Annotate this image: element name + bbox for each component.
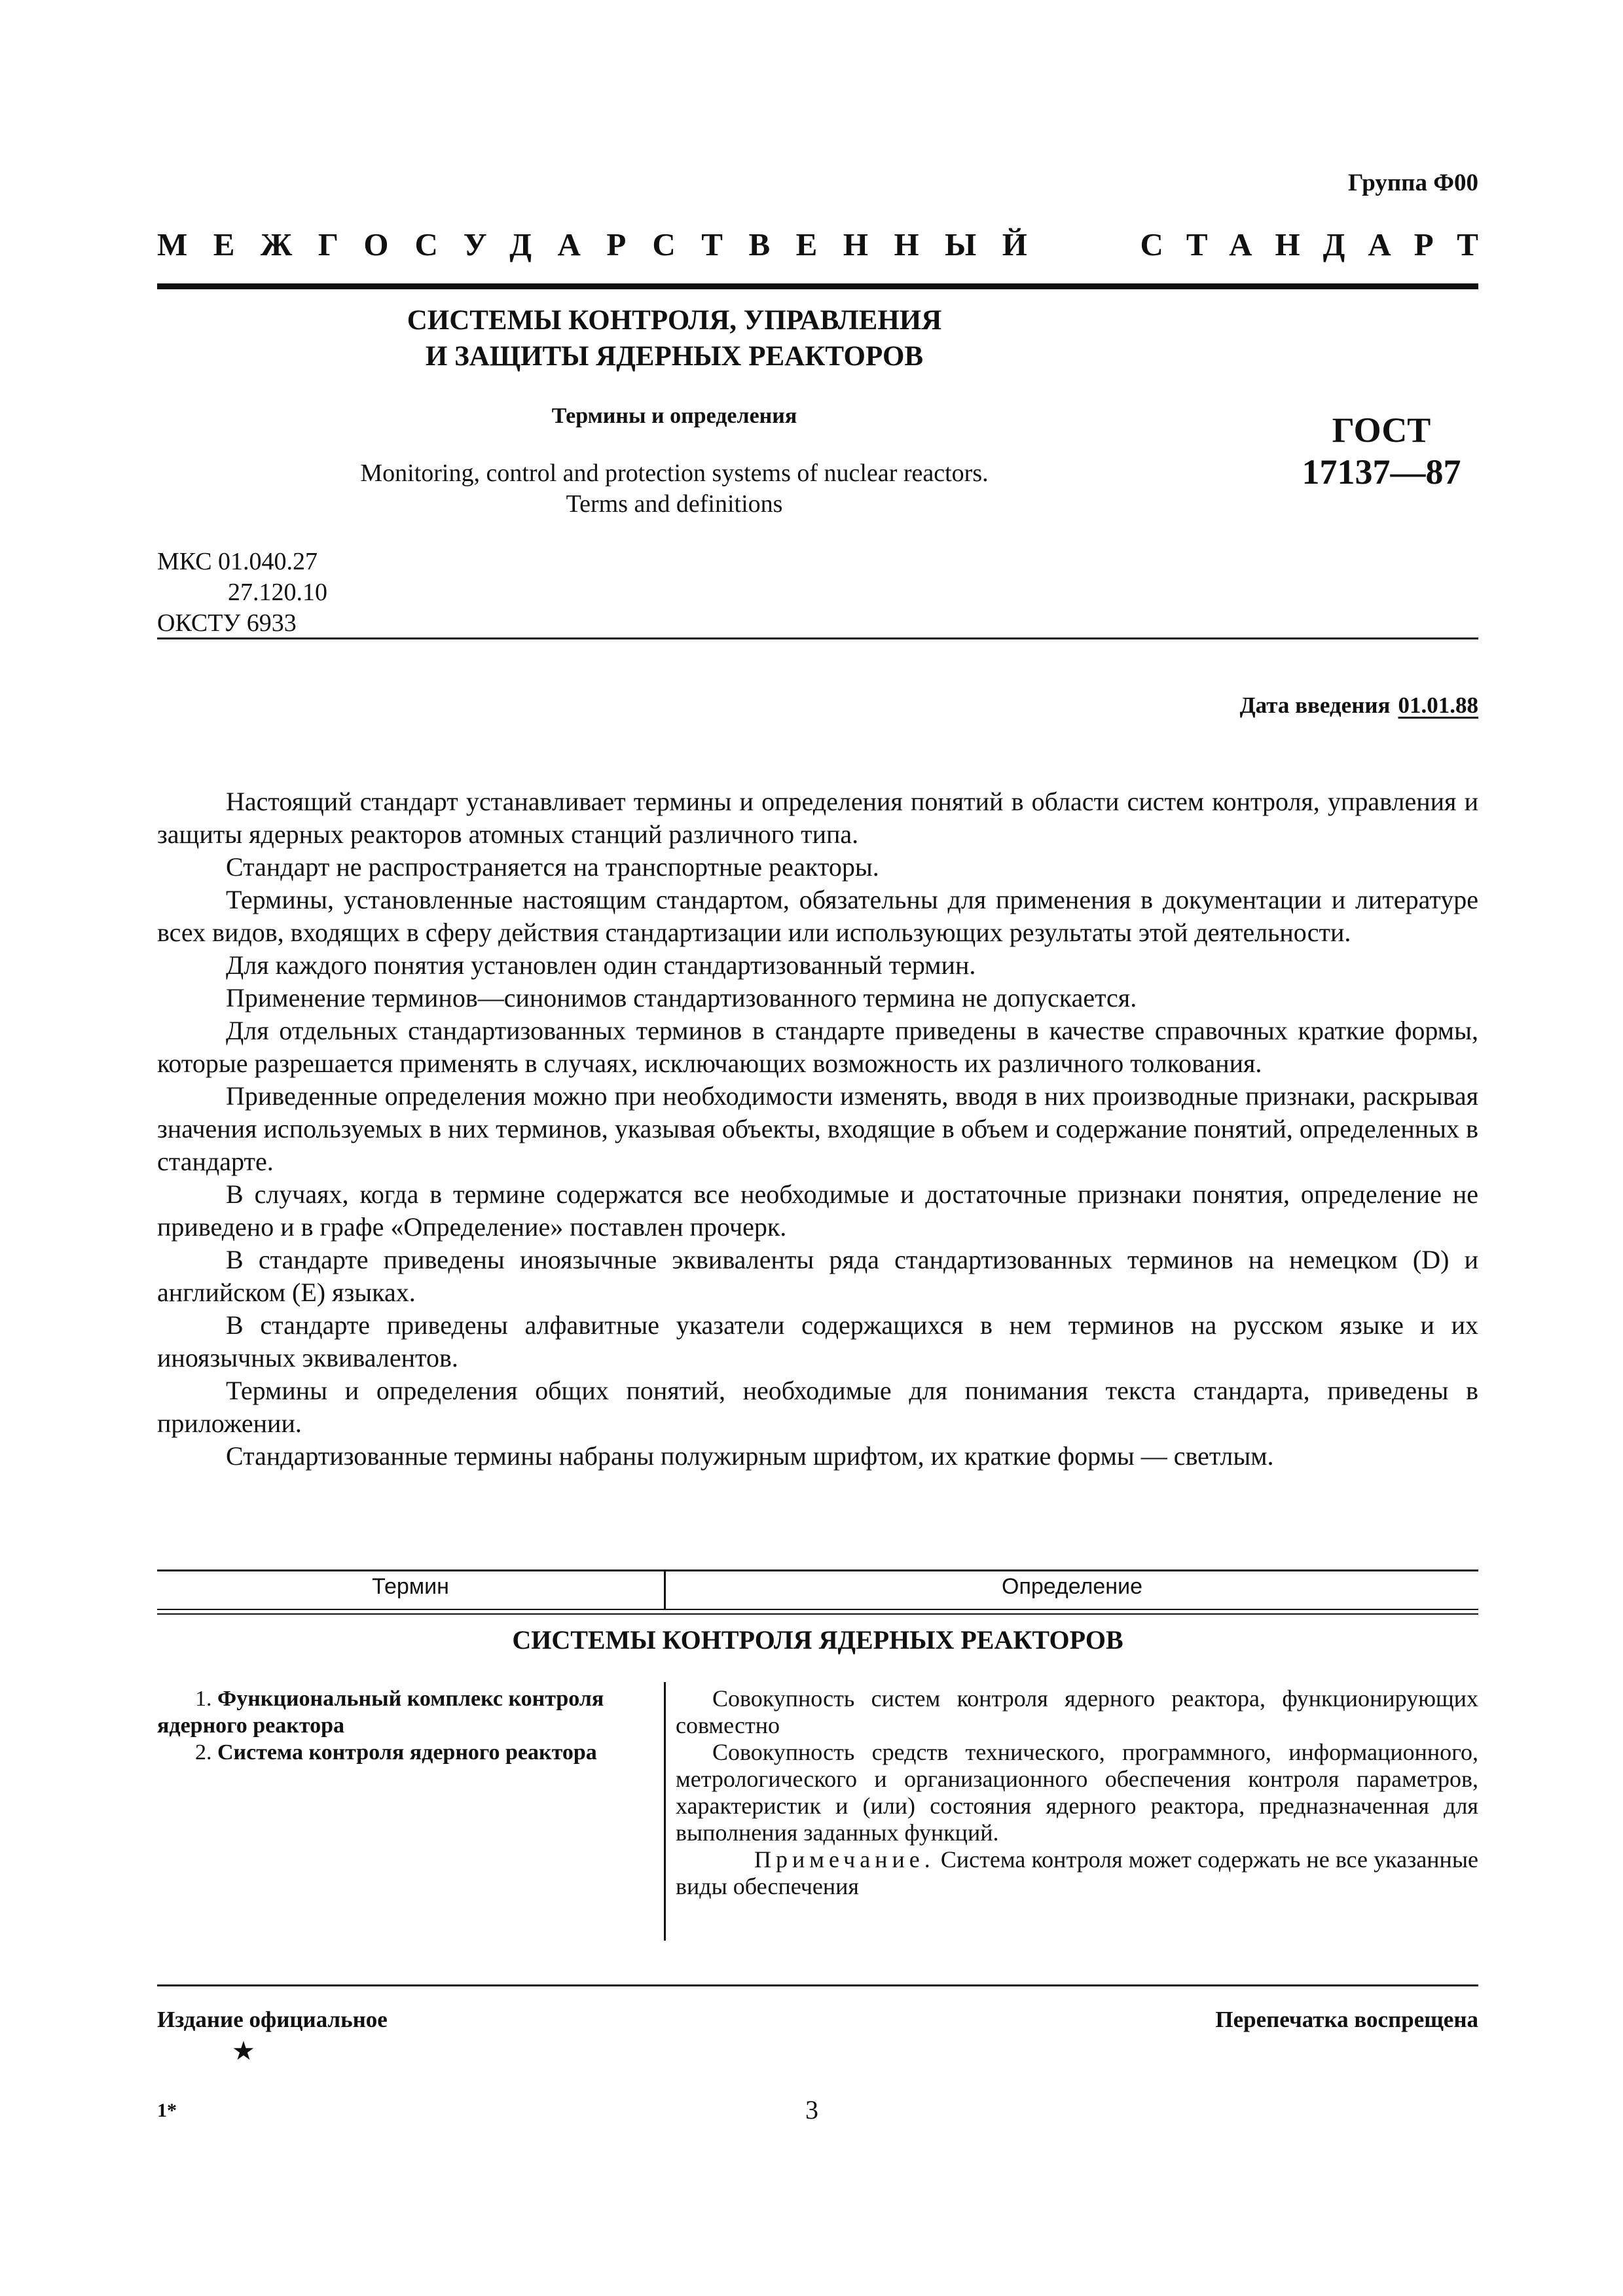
table-section-heading: СИСТЕМЫ КОНТРОЛЯ ЯДЕРНЫХ РЕАКТОРОВ (512, 1625, 1123, 1655)
table-header-rule (157, 1609, 1478, 1610)
mks-code-2: 27.120.10 (228, 579, 327, 606)
group-code: Группа Ф00 (1348, 170, 1478, 196)
classification-rule (157, 637, 1478, 639)
intro-paragraph: Настоящий стандарт устанавливает термины и определения понятий в области систем контроля, управления и защиты ядерных реакторов атомных станций различного типа. (157, 787, 1478, 849)
document-subtitle: Термины и определения (551, 404, 797, 428)
intro-paragraph: В случаях, когда в термине содержатся все необходимые и достаточные признаки понятия, определение не приведено и в графе «Определение» поставлен прочерк. (157, 1179, 1478, 1242)
date-value: 01.01.88 (1398, 692, 1478, 718)
intro-paragraph: Термины, установленные настоящим стандартом, обязательны для применения в документации и литературе всех видов, входящих в сферу действия стандартизации или использующих результаты этой деятельности. (157, 885, 1478, 947)
gost-number: 17137—87 (1302, 452, 1461, 492)
reprint-prohibited-label: Перепечатка воспрещена (1215, 2007, 1478, 2032)
intro-paragraph: В стандарте приведены алфавитные указатели содержащихся в нем терминов на русском языке и их иноязычных эквивалентов. (157, 1310, 1478, 1372)
term-column (157, 1685, 656, 1766)
english-title-line-1: Monitoring, control and protection systems of nuclear reactors. (360, 459, 989, 487)
english-title-line-2: Terms and definitions (566, 490, 783, 518)
definition-text: Совокупность средств технического, программного, информационного, метрологического и организационного обеспечения контроля параметров, характеристик и (или) состояния ядерного реактора, предназначенная для выполнения заданных функций. (676, 1739, 1478, 1846)
intro-text (157, 785, 1478, 1473)
title-line-1: СИСТЕМЫ КОНТРОЛЯ, УПРАВЛЕНИЯ (407, 305, 942, 336)
official-edition-label: Издание официальное (157, 2007, 388, 2032)
definition-note (676, 1846, 1478, 1900)
page-number: 3 (805, 2095, 818, 2125)
term-number: 2. (195, 1740, 212, 1765)
english-title (249, 458, 1100, 520)
gost-designation (1296, 409, 1467, 493)
term-entry (157, 1685, 656, 1739)
term-text: Система контроля ядерного реактора (217, 1740, 597, 1765)
mks-code-1: МКС 01.040.27 (157, 548, 318, 575)
header-rule (157, 283, 1478, 289)
document-title (308, 302, 1041, 374)
intro-paragraph: Для отдельных стандартизованных терминов в стандарте приведены в качестве справочных краткие формы, которые разрешается применять в случаях, исключающих возможность их различного толкования. (157, 1016, 1478, 1078)
note-text: Система контроля может содержать не все указанные виды обеспечения (676, 1846, 1478, 1899)
intro-paragraph: Термины и определения общих понятий, необходимые для понимания текста стандарта, приведены в приложении. (157, 1376, 1478, 1438)
classification-codes (157, 547, 327, 639)
intro-paragraph: Приведенные определения можно при необходимости изменять, вводя в них производные признаки, раскрывая значения используемых в них терминов, указывая объекты, входящие в объем и содержание понятий, определенных в стандарте. (157, 1081, 1478, 1176)
table-body-divider (664, 1682, 666, 1941)
star-icon: ★ (232, 2036, 255, 2066)
intro-paragraph: В стандарте приведены иноязычные эквиваленты ряда стандартизованных терминов на немецком (D) и английском (E) языках. (157, 1245, 1478, 1307)
definition-column (676, 1685, 1478, 1900)
title-line-2: И ЗАЩИТЫ ЯДЕРНЫХ РЕАКТОРОВ (425, 341, 924, 372)
definition-text: Совокупность систем контроля ядерного реактора, функционирующих совместно (676, 1685, 1478, 1738)
date-label: Дата введения (1239, 692, 1391, 718)
standard-word-interstate: МЕЖГОСУДАРСТВЕННЫЙ (157, 226, 1053, 262)
intro-paragraph: Для каждого понятия установлен один стандартизованный термин. (226, 950, 976, 980)
standard-word-standard: СТАНДАРТ (1140, 226, 1501, 262)
column-header-definition: Определение (1002, 1574, 1142, 1599)
intro-paragraph: Применение терминов—синонимов стандартизованного термина не допускается. (226, 983, 1137, 1013)
standard-type-heading (157, 226, 1501, 263)
term-text: Функциональный комплекс контроля ядерного реактора (157, 1687, 604, 1738)
intro-paragraph: Стандарт не распространяется на транспортные реакторы. (226, 852, 879, 882)
sheet-mark: 1* (157, 2100, 177, 2121)
okstu-code: ОКСТУ 6933 (157, 609, 297, 637)
table-top-rule (157, 1570, 1478, 1571)
term-number: 1. (195, 1687, 212, 1711)
footer-rule (157, 1984, 1478, 1986)
intro-paragraph: Стандартизованные термины набраны полужирным шрифтом, их краткие формы — светлым. (226, 1441, 1274, 1471)
column-header-term: Термин (372, 1574, 449, 1599)
gost-label: ГОСТ (1332, 410, 1431, 450)
note-label: Примечание. (754, 1846, 935, 1873)
introduction-date (1240, 692, 1478, 719)
table-header-rule-double (157, 1613, 1478, 1615)
term-entry (157, 1739, 656, 1766)
